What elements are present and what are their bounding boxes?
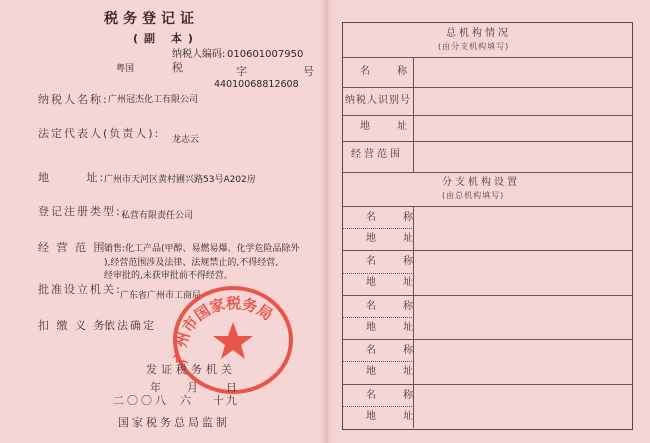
branch-sub-rule (342, 273, 414, 274)
branch-name-label: 名 称 (366, 389, 422, 401)
approver-label: 批准设立机关: (38, 283, 122, 296)
reg-type-label: 登记注册类型: (38, 205, 122, 218)
branch-name-label: 名 称 (366, 212, 422, 223)
branch-name-label: 名 称 (366, 256, 422, 268)
branch-sub-rule (342, 228, 414, 229)
legal-rep-value: 龙志云 (172, 135, 200, 145)
branch-sub-rule (342, 406, 414, 407)
branch-rule (342, 295, 632, 296)
row-tax-id-label: 纳税人识别号 (345, 95, 411, 106)
taxpayer-code-value: 010601007950 (227, 49, 304, 60)
table-rule (342, 141, 632, 142)
table-rule (342, 115, 632, 116)
seal-star-icon (213, 322, 253, 359)
branch-rule (342, 339, 632, 340)
branch-note: (由总机构填写) (442, 191, 505, 200)
branch-address-label: 地 址 (366, 277, 422, 289)
row-scope-label: 经营范围 (351, 149, 403, 160)
branch-rule (342, 384, 632, 385)
date-yue: 月 (187, 381, 200, 394)
tax-number: 44010068812608 (214, 79, 299, 90)
branch-address-label: 地 址 (366, 410, 422, 422)
page-fold (320, 0, 336, 443)
address-value: 广州市天河区黄村圃兴路53号A202房 (104, 175, 256, 185)
name-value: 广州冠杰化工有限公司 (108, 95, 199, 105)
official-seal (168, 284, 298, 396)
zi-label: 字 (236, 65, 249, 78)
copy-subtitle: (副 本) (133, 32, 199, 45)
certificate-title: 税务登记证 (104, 11, 199, 27)
address-label: 地 址: (38, 171, 106, 184)
tax-word-label: 税 (172, 61, 185, 74)
branch-title: 分支机构设置 (442, 177, 520, 188)
row-address-label: 地 址 (360, 121, 416, 132)
tax-prefix: 粤国 (116, 64, 135, 74)
date-nian: 年 (150, 381, 163, 394)
branch-address-label: 地 址 (366, 321, 422, 333)
branch-address-label: 地 址 (366, 366, 422, 378)
scope-label: 经 营 范 围: (38, 241, 113, 254)
branch-name-label: 名 称 (366, 300, 422, 312)
hao-label: 号 (303, 65, 316, 78)
name-label: 纳税人名称: (38, 93, 109, 106)
approver-value: 广东省广州市工商局 (120, 291, 202, 301)
date-year: 二〇〇八 (113, 394, 169, 407)
branch-sub-rule (342, 317, 414, 318)
date-ri: 日 (226, 381, 239, 394)
scope-line-3: 经审批的,未获审批前不得经营。 (104, 271, 233, 281)
table-rule (342, 57, 632, 58)
table-rule (342, 87, 632, 88)
scope-line-1: 销售:化工产品(甲醇、易燃易爆、化学危险品除外 (104, 244, 300, 254)
branch-name-label: 名 称 (366, 345, 422, 357)
branch-rule (342, 250, 632, 251)
head-office-note: (由分支机构填写) (438, 42, 510, 51)
table-rule (342, 172, 632, 173)
scope-line-2: ),经营范围涉及法律、法规禁止的,不得经营, (104, 258, 279, 268)
date-month: 六 (180, 394, 193, 407)
date-day: 十九 (213, 394, 239, 407)
row-name-label: 名 称 (360, 66, 416, 77)
issuer-label: 发证税务机关 (146, 363, 236, 376)
seal-text: 广州市国家税务局 (171, 294, 276, 365)
branch-sub-rule (342, 361, 414, 362)
legal-rep-label: 法定代表人(负责人): (38, 127, 161, 140)
head-office-title: 总机构情况 (446, 28, 511, 39)
branch-address-label: 地 址 (366, 233, 422, 244)
duty-value: 依法确定 (104, 319, 156, 332)
reg-type-value: 私营有限责任公司 (121, 211, 194, 221)
footer-supervisor: 国家税务总局监制 (118, 416, 230, 429)
taxpayer-code-label: 纳税人编码: (172, 49, 226, 60)
duty-label: 扣 缴 义 务: (38, 319, 113, 332)
table-rule (342, 206, 632, 207)
